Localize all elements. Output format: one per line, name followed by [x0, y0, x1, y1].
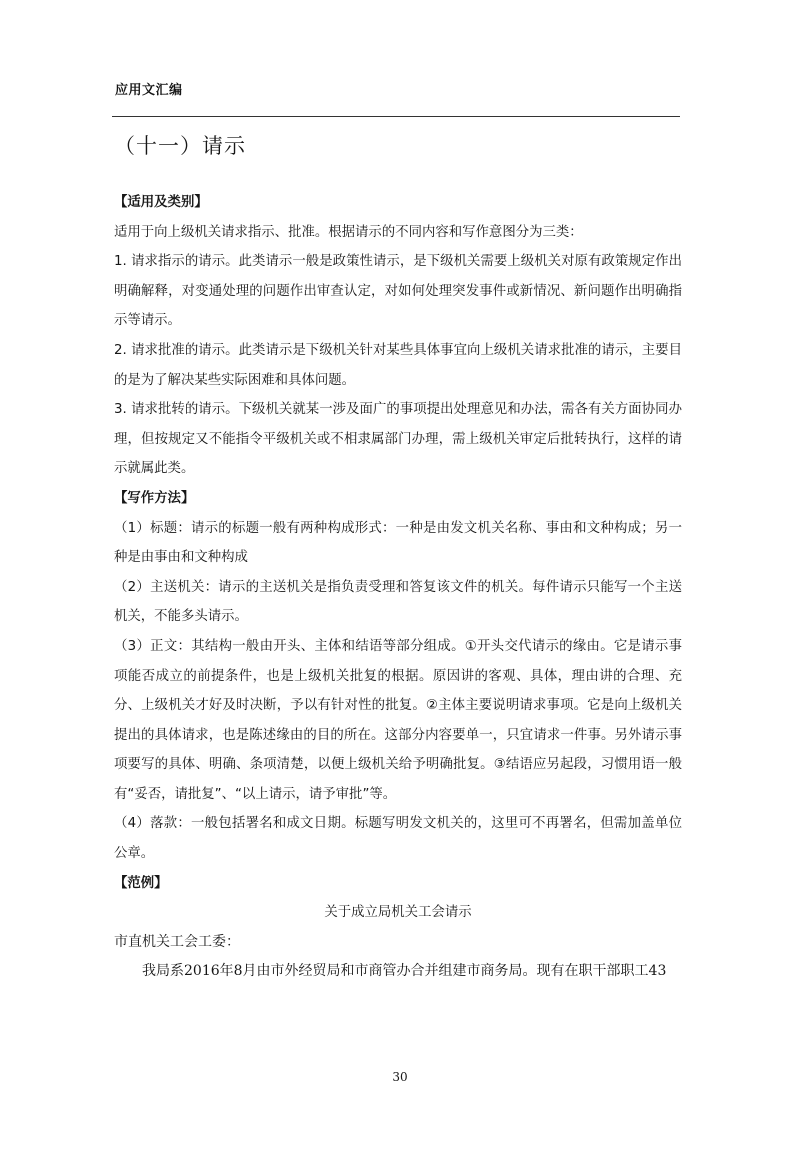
page-number: 30	[392, 1070, 408, 1084]
paragraph: 适用于向上级机关请求指示、批准。根据请示的不同内容和写作意图分为三类：	[114, 224, 583, 240]
paragraph: （2）主送机关：请示的主送机关是指负责受理和答复该文件的机关。每件请示只能写一个主送机关，不能多头请示。	[114, 579, 682, 625]
chapter-title: （十一）请示	[114, 134, 246, 158]
example-salutation: 市直机关工会工委：	[114, 933, 240, 950]
example-title: 关于成立局机关工会请示	[324, 905, 472, 921]
paragraph: 1. 请求指示的请示。此类请示一般是政策性请示，是下级机关需要上级机关对原有政策规定作出明确解释，对变通处理的问题作出审查认定，对如何处理突发事件或新情况、新问题作出明确指示等请示。	[114, 254, 682, 329]
paragraph: （3）正文：其结构一般由开头、主体和结语等部分组成。①开头交代请示的缘由。它是请示事项能否成立的前提条件，也是上级机关批复的根据。原因讲的客观、具体，理由讲的合理、充分、上级机关才好及时决断，予以有针对性的批复。②主体主要说明请求事项。它是向上级机关提出的具体请求，也是陈述缘由的目的所在。这部分内容要单一，只宜请求一件事。另外请示事项要写的具体、明确、条项清楚，以便上级机关给予明确批复。③结语应另起段，习惯用语一般有“妥否，请批复”、“以上请示，请予审批”等。	[114, 638, 682, 802]
section-heading-method: 【写作方法】	[114, 490, 195, 506]
running-head: 应用文汇编	[115, 83, 183, 98]
example-body: 我局系2016年8月由市外经贸局和市商管办合并组建市商务局。现有在职干部职工43	[142, 963, 667, 980]
paragraph: （4）落款：一般包括署名和成文日期。标题写明发文机关的，这里可不再署名，但需加盖单位公章。	[114, 816, 682, 862]
header-rule	[112, 116, 680, 117]
section-heading-example: 【范例】	[114, 875, 168, 891]
section-heading-scope: 【适用及类别】	[114, 195, 208, 210]
paragraph: 2. 请求批准的请示。此类请示是下级机关针对某些具体事宜向上级机关请求批准的请示，主要目的是为了解决某些实际困难和具体问题。	[114, 342, 682, 388]
body-text	[114, 188, 682, 987]
paragraph: （1）标题：请示的标题一般有两种构成形式：一种是由发文机关名称、事由和文种构成；另一种是由事由和文种构成	[114, 520, 682, 566]
paragraph: 3. 请求批转的请示。下级机关就某一涉及面广的事项提出处理意见和办法，需各有关方面协同办理，但按规定又不能指令平级机关或不相隶属部门办理，需上级机关审定后批转执行，这样的请示就属此类。	[114, 402, 682, 477]
